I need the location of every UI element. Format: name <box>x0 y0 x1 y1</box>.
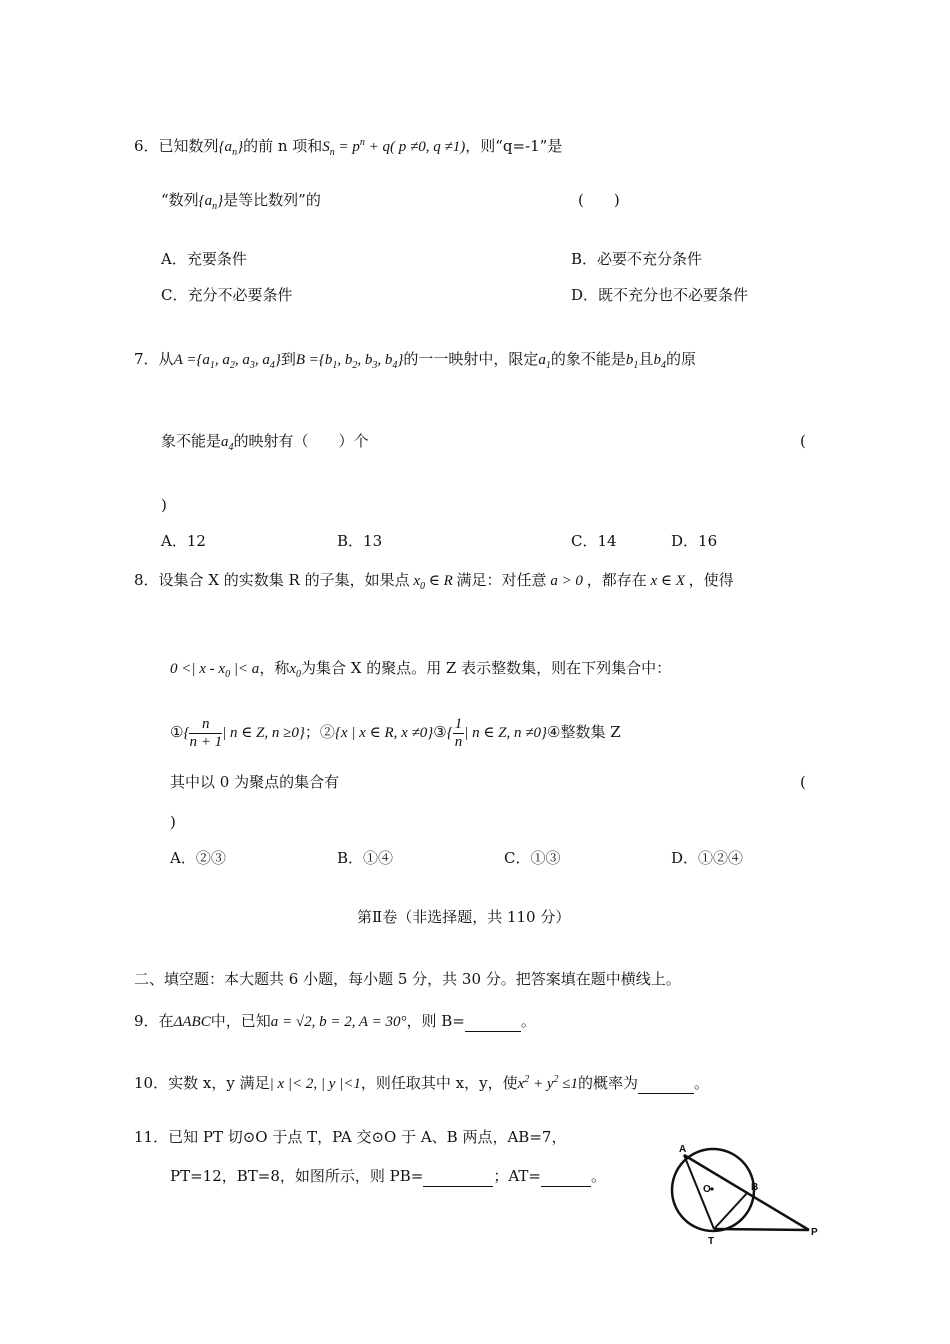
q8-line2: 0 <| x - $x_0$ |< a，称$x_0$为集合 X 的聚点。用 Z 表示整数集，则在下列集合中： <box>170 659 672 680</box>
q6-line2: “数列$\{a_n\}$是等比数列”的 <box>161 191 321 212</box>
q6-option-a: A．充要条件 <box>161 250 247 268</box>
q6-answer-paren: ( ) <box>578 191 620 209</box>
q6-option-c: C．充分不必要条件 <box>161 286 293 304</box>
label-t: T <box>708 1236 715 1246</box>
q9-number: 9． <box>134 1012 159 1030</box>
q7-answer-lparen: ( <box>800 432 806 450</box>
q8-option-c: C．①③ <box>504 849 561 867</box>
circle-tangent-figure <box>668 1140 830 1246</box>
q7-line2: 象不能是$a_4$的映射有（ ）个 <box>161 432 369 453</box>
q8-option-b: B．①④ <box>337 849 394 867</box>
q10-number: 10． <box>134 1074 169 1092</box>
q8-answer-rparen: ) <box>170 813 176 831</box>
q10-line: 10．实数 x，y 满足| x |< 2, | y |<1，则任取其中 x，y，使$x^2 + y^2 \le 1$的概率为 。 <box>134 1074 710 1092</box>
q6-number: 6． <box>134 137 159 155</box>
q8-line3: ①{ $\frac{n}{n + 1}$ | n ∈ Z, n ≥0}；②{x | x ∈ R, x ≠0}③{ $\frac{1}{n}$ | n ∈ Z, n ≠0}④整数集 Z <box>170 715 621 750</box>
section-heading: 二、填空题：本大题共 6 小题，每小题 5 分，共 30 分。把答案填在题中横线上。 <box>134 970 681 988</box>
q11-line1: 11．已知 PT 切⊙O 于点 T，PA 交⊙O 于 A、B 两点，AB=7， <box>134 1128 567 1146</box>
q9-answer-blank[interactable] <box>465 1011 521 1032</box>
q9-line: 9．在ΔABC中，已知a = √2, b = 2, A = 30°，则 B= 。 <box>134 1012 536 1030</box>
center-dot <box>710 1187 713 1190</box>
q7-option-a: A．12 <box>161 532 206 550</box>
label-b: B <box>751 1182 759 1193</box>
q8-option-a: A．②③ <box>170 849 226 867</box>
q11-at-blank[interactable] <box>541 1166 591 1187</box>
label-o: O <box>703 1184 711 1195</box>
part2-title: 第Ⅱ卷（非选择题，共 110 分） <box>357 908 571 926</box>
q6-line1: 6．已知数列$\{a_n\}$的前 n 项和$S_n = p^n + q$( p ≠0, q ≠1)，则“q=-1”是 <box>134 137 563 158</box>
q11-line2: PT=12，BT=8，如图所示，则 PB= ；AT= 。 <box>170 1167 606 1185</box>
q6-option-d: D．既不充分也不必要条件 <box>571 286 749 304</box>
q7-line1: 7．从$A =\{a_1$, $a_2$, $a_3$, $a_4$}到$B =\{b_1$, $b_2$, $b_3$, $b_4$}的一一映射中，限定$a_1$的象不能是$b_1$且$b_4$的原 <box>134 350 696 371</box>
q7-option-c: C．14 <box>571 532 617 550</box>
label-p: P <box>811 1227 818 1238</box>
q11-pb-blank[interactable] <box>423 1166 493 1187</box>
q10-answer-blank[interactable] <box>638 1073 694 1094</box>
q8-line4: 其中以 0 为聚点的集合有 <box>170 773 340 791</box>
q8-option-d: D．①②④ <box>671 849 744 867</box>
tangent-pt <box>714 1229 809 1230</box>
q6-option-b: B．必要不充分条件 <box>571 250 703 268</box>
q8-answer-lparen: ( <box>800 773 806 791</box>
q7-option-b: B．13 <box>337 532 383 550</box>
q8-line1: 8．设集合 X 的实数集 R 的子集，如果点 $x_0$ ∈ R 满足：对任意 a > 0 ，都存在 x ∈ X ，使得 <box>134 571 734 592</box>
chord-bt <box>714 1192 748 1229</box>
label-a: A <box>679 1144 687 1155</box>
q7-number: 7． <box>134 350 159 368</box>
q11-number: 11． <box>134 1128 169 1146</box>
q7-option-d: D．16 <box>671 532 718 550</box>
q7-answer-rparen: ) <box>161 496 167 514</box>
q8-number: 8． <box>134 571 159 589</box>
